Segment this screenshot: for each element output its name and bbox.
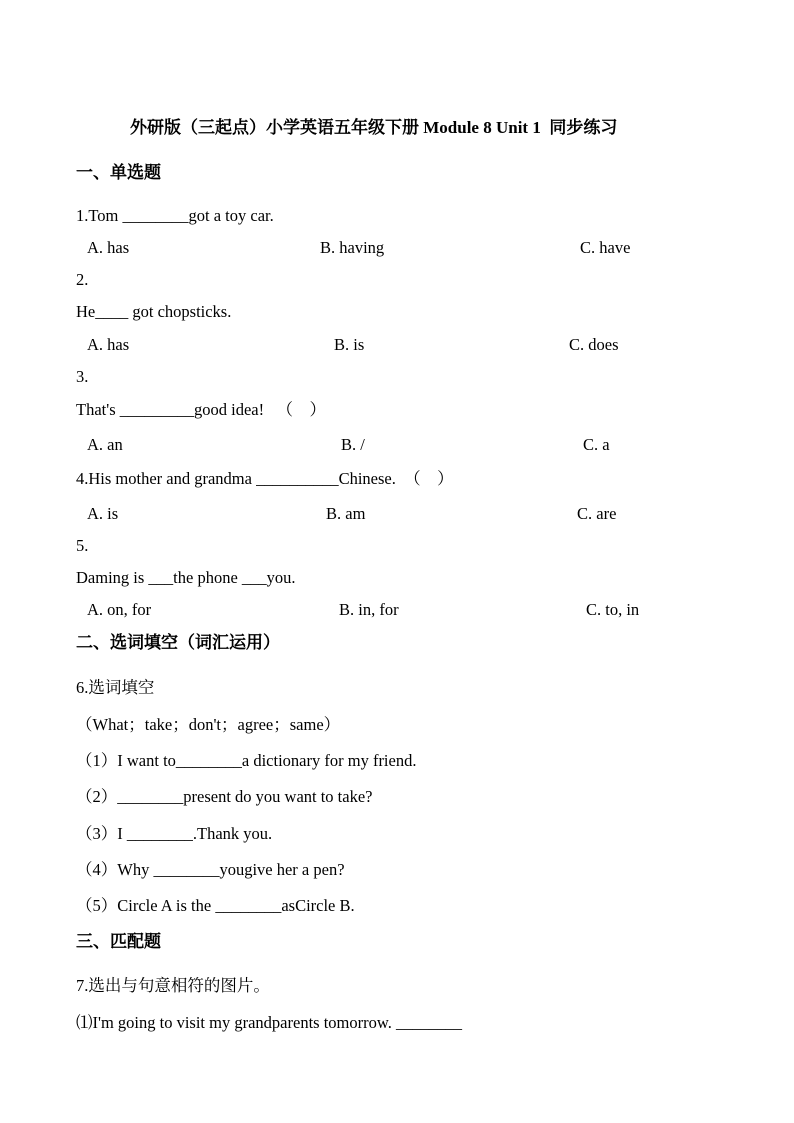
question-4-option-c: C. are	[577, 504, 617, 523]
section-heading-word-fill: 二、选词填空（词汇运用）	[76, 633, 280, 652]
question-4-option-b: B. am	[326, 504, 366, 523]
question-3-option-c: C. a	[583, 435, 610, 454]
question-1-option-b: B. having	[320, 238, 385, 257]
question-4-option-a: A. is	[87, 504, 119, 523]
section-heading-matching: 三、匹配题	[76, 932, 161, 951]
question-6-item: （1）I want to________a dictionary for my friend.	[76, 751, 417, 770]
question-3-number: 3.	[76, 367, 89, 386]
question-2-stem: He____ got chopsticks.	[76, 302, 232, 321]
question-2-option-a: A. has	[87, 335, 130, 354]
question-6-item: （3）I ________.Thank you.	[76, 824, 273, 843]
page-title: 外研版（三起点）小学英语五年级下册 Module 8 Unit 1 同步练习	[130, 118, 618, 137]
question-7-item: ⑴I'm going to visit my grandparents tomorrow. ________	[76, 1013, 462, 1032]
question-3-stem: That's _________good idea! （ ）	[76, 400, 326, 419]
question-5-option-a: A. on, for	[87, 600, 152, 619]
question-1-stem: 1.Tom ________got a toy car.	[76, 206, 274, 225]
question-6-item: （4）Why ________yougive her a pen?	[76, 860, 345, 879]
question-1-option-a: A. has	[87, 238, 130, 257]
question-6-stem: 6.选词填空	[76, 678, 155, 697]
question-5-option-b: B. in, for	[339, 600, 399, 619]
question-5-number: 5.	[76, 536, 89, 555]
question-7-stem: 7.选出与句意相符的图片。	[76, 976, 270, 995]
section-heading-single-choice: 一、单选题	[76, 163, 161, 182]
question-3-option-b: B. /	[341, 435, 365, 454]
question-5-option-c: C. to, in	[586, 600, 640, 619]
question-2-number: 2.	[76, 270, 89, 289]
question-2-option-b: B. is	[334, 335, 365, 354]
question-4-stem: 4.His mother and grandma __________Chinese. （ ）	[76, 469, 454, 488]
question-6-item: （2）________present do you want to take?	[76, 787, 373, 806]
question-6-word-bank: （What；take；don't；agree；same）	[76, 715, 341, 734]
question-3-option-a: A. an	[87, 435, 123, 454]
question-1-option-c: C. have	[580, 238, 631, 257]
question-2-option-c: C. does	[569, 335, 619, 354]
question-5-stem: Daming is ___the phone ___you.	[76, 568, 296, 587]
question-6-item: （5）Circle A is the ________asCircle B.	[76, 896, 355, 915]
